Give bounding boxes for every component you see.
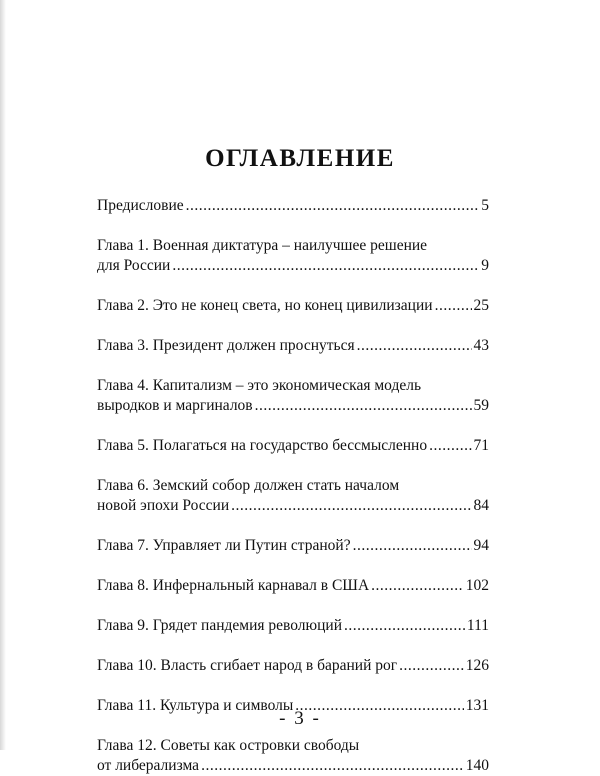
toc-entry-title: Глава 6. Земский собор должен стать началом [97,477,400,494]
page-edge-shadow [0,0,6,750]
toc-entry-title: Глава 4. Капитализм – это экономическая модель [97,377,422,394]
toc-entry [97,336,489,356]
page-number: - 3 - [279,708,321,729]
toc-entry-title: Глава 7. Управляет ли Путин страной? [97,537,351,554]
toc-entry-line [97,496,489,516]
toc-entry-page: 25 [473,297,489,314]
dot-leader [344,616,465,636]
toc-entry-page: 131 [465,697,489,714]
toc-entry-page: 84 [473,497,489,514]
toc-entry [97,296,489,316]
toc-entry-title: Предисловие [97,197,184,214]
toc-entry-title: Глава 1. Военная диктатура – наилучшее решение [97,237,428,254]
toc-entry-title: выродков и маргиналов [97,397,253,414]
toc-entry-page: 59 [473,397,489,414]
toc-entry-page: 9 [481,257,489,274]
dot-leader [357,336,472,356]
toc-entry [97,476,489,516]
toc-entry-title: Глава 2. Это не конец света, но конец цивилизации [97,297,433,314]
toc-entry-page: 71 [473,437,489,454]
dot-leader [399,656,464,676]
toc-entry-page: 94 [473,537,489,554]
toc-entry-page: 111 [466,617,489,634]
toc-entry-title: для России [97,257,171,274]
toc-entry [97,536,489,556]
toc-entry [97,616,489,636]
toc-entry-page: 5 [481,197,489,214]
page-title: ОГЛАВЛЕНИЕ [205,144,395,172]
toc-entry-title: Глава 10. Власть сгибает народ в бараний рог [97,657,398,674]
table-of-contents [97,196,489,776]
toc-entry-title: Глава 3. Президент должен проснуться [97,337,355,354]
toc-entry [97,576,489,596]
toc-entry-page: 126 [465,657,489,674]
dot-leader [255,396,472,416]
toc-entry-page: 102 [465,577,489,594]
toc-entry-page: 140 [465,757,489,774]
toc-entry-line [97,336,489,356]
toc-entry-title: от либерализма [97,757,200,774]
dot-leader [186,196,480,216]
dot-leader [353,536,472,556]
toc-entry-title: Глава 8. Инфернальный карнавал в США [97,577,370,594]
toc-entry [97,196,489,216]
dot-leader [172,256,479,276]
dot-leader [201,756,464,776]
toc-entry-page: 43 [473,337,489,354]
toc-entry [97,376,489,416]
toc-entry-line [97,656,489,676]
toc-entry [97,736,489,776]
toc-entry-line [97,756,489,776]
toc-entry-line [97,576,489,596]
toc-entry-title: Глава 5. Полагаться на государство бессмысленно [97,437,428,454]
dot-leader [231,496,471,516]
toc-entry-line [97,536,489,556]
toc-entry-line [97,616,489,636]
toc-entry-line [97,396,489,416]
dot-leader [371,576,464,596]
toc-entry-line [97,256,489,276]
toc-entry [97,436,489,456]
toc-entry [97,236,489,276]
toc-entry-title: Глава 9. Грядет пандемия революций [97,617,342,634]
dot-leader [429,436,471,456]
toc-entry-title: новой эпохи России [97,497,230,514]
toc-entry-line [97,296,489,316]
toc-entry-line [97,196,489,216]
dot-leader [435,296,472,316]
toc-entry [97,656,489,676]
toc-entry-line [97,436,489,456]
toc-entry-title: Глава 11. Культура и символы [97,697,294,714]
toc-entry-title: Глава 12. Советы как островки свободы [97,737,360,754]
